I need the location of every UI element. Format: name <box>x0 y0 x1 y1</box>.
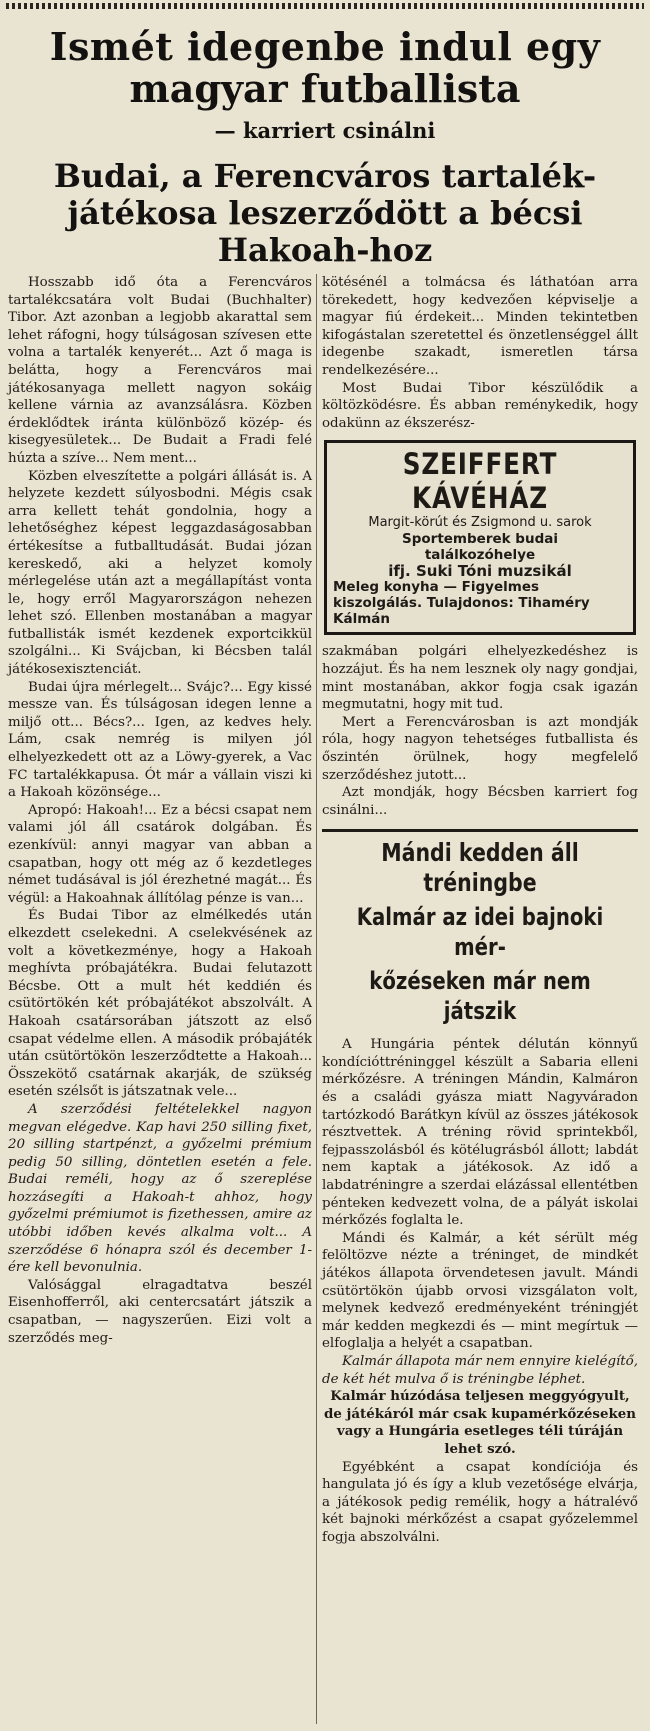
article-paragraph: A Hungária péntek délután könnyű kondícióttréninggel készült a Sabaria elleni mérkőzésre. A tréningen Mándin, Kalmáron és a családi gyásza miatt Nagyváradon tartózkodó Barátkyn kívül az összes játékosok résztvettek. A tréning rövid sprintekből, fejpasszolásból és kötélugrásból állott; labdát nem kaptak a játékosok. Az idő a labdatréningre a szerdai elázással ellentétben pénteken kedvezett volna, de a pályát iskolai mérkőzés foglalta le. <box>322 1037 638 1229</box>
ad-service: Meleg konyha — Figyelmes kiszolgálás. Tulajdonos: Tihaméry Kálmán <box>333 579 590 628</box>
ad-music: ifj. Suki Tóni muzsikál <box>388 562 572 581</box>
article-paragraph: Mándi és Kalmár, a két sérült még felöltözve nézte a tréninget, de mindkét játékos állapota örvendetesen javult. Mándi csütörtökön újabb orvosi vizsgálaton volt, melynek kedvező eredményeként tréningjét már kedden megkezdi és — mint megírtuk — elfoglalja a helyét a csapatban. <box>322 1230 638 1352</box>
ad-title: SZEIFFERT KÁVÉHÁZ <box>402 447 558 516</box>
article-paragraph: Egyébként a csapat kondíciója és hangulata jó és így a klub vezetősége elvárja, a játékosok pedig remélik, hogy a hátralévő két bajnoki mérkőzést a csapat győzelemmel fogja abszolválni. <box>322 1459 638 1545</box>
top-border <box>6 3 644 9</box>
article-paragraph: kötésénél a tolmácsa és láthatóan arra törekedett, hogy kedvezően képviselje a magyar fiú érdekeit... Minden tekintetben kifogástalan szeretettel és önzetlenséggel állt idegenbe szakadt, ismeretlen társa rendelkezésére... <box>322 275 638 378</box>
article-paragraph: Budai újra mérlegelt... Svájc?... Egy kissé messze van. És túlságosan idegen lenne a miljő ott... Bécs?... Igen, az kedves hely. Lám, csak nemrég is milyen jól elhelyezkedett ott az a Löwy-gyerek, a Vac FC tartalékkapusa. Ót már a vállain viszi ki a Hakoah közönsége... <box>8 679 312 801</box>
second-article-subhead-line1: Kalmár az idei bajnoki mér- <box>356 903 604 962</box>
column-divider <box>316 274 317 1724</box>
ad-address: Margit-körút és Zsigmond u. sarok <box>368 515 592 531</box>
article-paragraph: Azt mondják, hogy Bécsben karriert fog csinálni... <box>322 785 638 818</box>
subheadline-line1: Budai, a Ferencváros tartalék- <box>53 157 597 195</box>
article-paragraph: A szerződési feltételekkel nagyon megvan elégedve. Kap havi 250 silling fixet, 20 silling startpénzt, a győzelmi prémium pedig 50 silling, döntetlen esetén a fele. Budai reméli, hogy az ő szereplése hozzásegíti a Hakoah-t ahhoz, hogy győzelmi prémiumot is fizethessen, amire az utóbbi időben kevés alkalma volt... A szerződése 6 hónapra szól és december 1-ére kell bevonulnia. <box>8 1101 312 1276</box>
article-paragraph: Most Budai Tibor készülődik a költözködésre. És abban reménykedik, hogy odakünn az ékszerész- <box>322 380 638 431</box>
article-paragraph: Közben elveszítette a polgári állását is. A helyzete kezdett súlyosbodni. Mégis csak arra kellett tehát gondolnia, hogy a lehetőséghez képest leggazdaságosabban értékesítse a futballtudását. Budai józan kereskedő, aki a helyzet komoly mérlegelése után azt a megállapítást vonta le, hogy erről Magyarországon nehezen lehet szó. Ellenben mostanában a magyar futballisták ismét kezdenek exportcikkül szolgálni... Ki Svájcban, ki Bécsben talál játékosexisztenciát. <box>8 468 312 678</box>
article-paragraph: Valósággal elragadtatva beszél Eisenhofferről, aki centercsatárt játszik a csapatban, — nagyszerűen. Eizi volt a szerződés meg- <box>8 1277 312 1346</box>
main-headline-line1: Ismét idegenbe indul egy <box>49 24 601 69</box>
left-column <box>8 274 312 1347</box>
headline-kicker: — karriert csinálni <box>214 118 436 143</box>
article-paragraph: Apropó: Hakoah!... Ez a bécsi csapat nem valami jól áll csatárok dolgában. És ezenkívül: annyi magyar van abban a csapatban, hogy ott még az ő kezdetleges német tudásával is jól érezhetné magát... És végül: a Hakoahnak állítólag pénze is van... <box>8 802 312 906</box>
subheadline-line2: játékosa leszerződött a bécsi <box>67 194 583 232</box>
article-bold-paragraph: Kalmár húzódása teljesen meggyógyult, de játékáról már csak kupamérkőzéseken vagy a Hungária esetleges téli túráján lehet szó. <box>323 1388 637 1457</box>
section-rule <box>322 829 638 832</box>
second-article-headline: Mándi kedden áll tréningbe <box>381 838 579 898</box>
article-paragraph: Hosszabb idő óta a Ferencváros tartalékcsatára volt Budai (Buchhalter) Tibor. Azt azonban a legjobb akarattal sem lehet ráfogni, hogy túlságosan szívesen ette volna a tartalék kenyerét... Azt ő maga is belátta, hogy a Ferencváros mai játékosanyaga mellett nagyon sokáig kellene várnia az avanzsálásra. Közben érdeklődtek iránta különböző közép- és kisegyesületek... De Budait a Fradi felé húzta a szíve... Nem ment... <box>8 275 312 466</box>
main-headline-line2: magyar futballista <box>129 66 521 111</box>
article-paragraph: Kalmár állapota már nem ennyire kielégítő, de két hét mulva ő is tréningbe léphet. <box>322 1353 638 1387</box>
ad-tagline-2: találkozóhelye <box>424 547 536 564</box>
subheadline-line3: Hakoah-hoz <box>217 231 433 269</box>
advertisement-box <box>324 440 636 635</box>
article-paragraph: szakmában polgári elhelyezkedéshez is hozzájut. És ha nem lesznek oly nagy gondjai, mint mostanában, akkor fogja csak igazán megmutatni, hogy mit tud. <box>322 644 638 713</box>
ad-tagline: Sportemberek budai <box>402 531 558 548</box>
second-article-subhead-line2: kőzéseken már nem játszik <box>369 967 591 1026</box>
right-column <box>322 274 638 1547</box>
article-paragraph: És Budai Tibor az elmélkedés után elkezdett cselekedni. A cselekvésének az volt a következménye, hogy a Hakoah meghívta próbajátékra. Budai felutazott Bécsbe. Ott a mult hét keddién és csütörtökén két próbajátékot abszolvált. A Hakoah csatársorában játszott az első csapat védelme ellen. A második próbajáték után csütörtökön leszerződtette a Hakoah... Összekötő csatárnak akarják, de szükség esetén szélsőt is játszatnak vele... <box>8 908 312 1100</box>
article-paragraph: Mert a Ferencvárosban is azt mondják róla, hogy nagyon tehetséges futballista és őszintén örülnek, hogy megfelelő szerződéshez jutott... <box>322 714 638 783</box>
